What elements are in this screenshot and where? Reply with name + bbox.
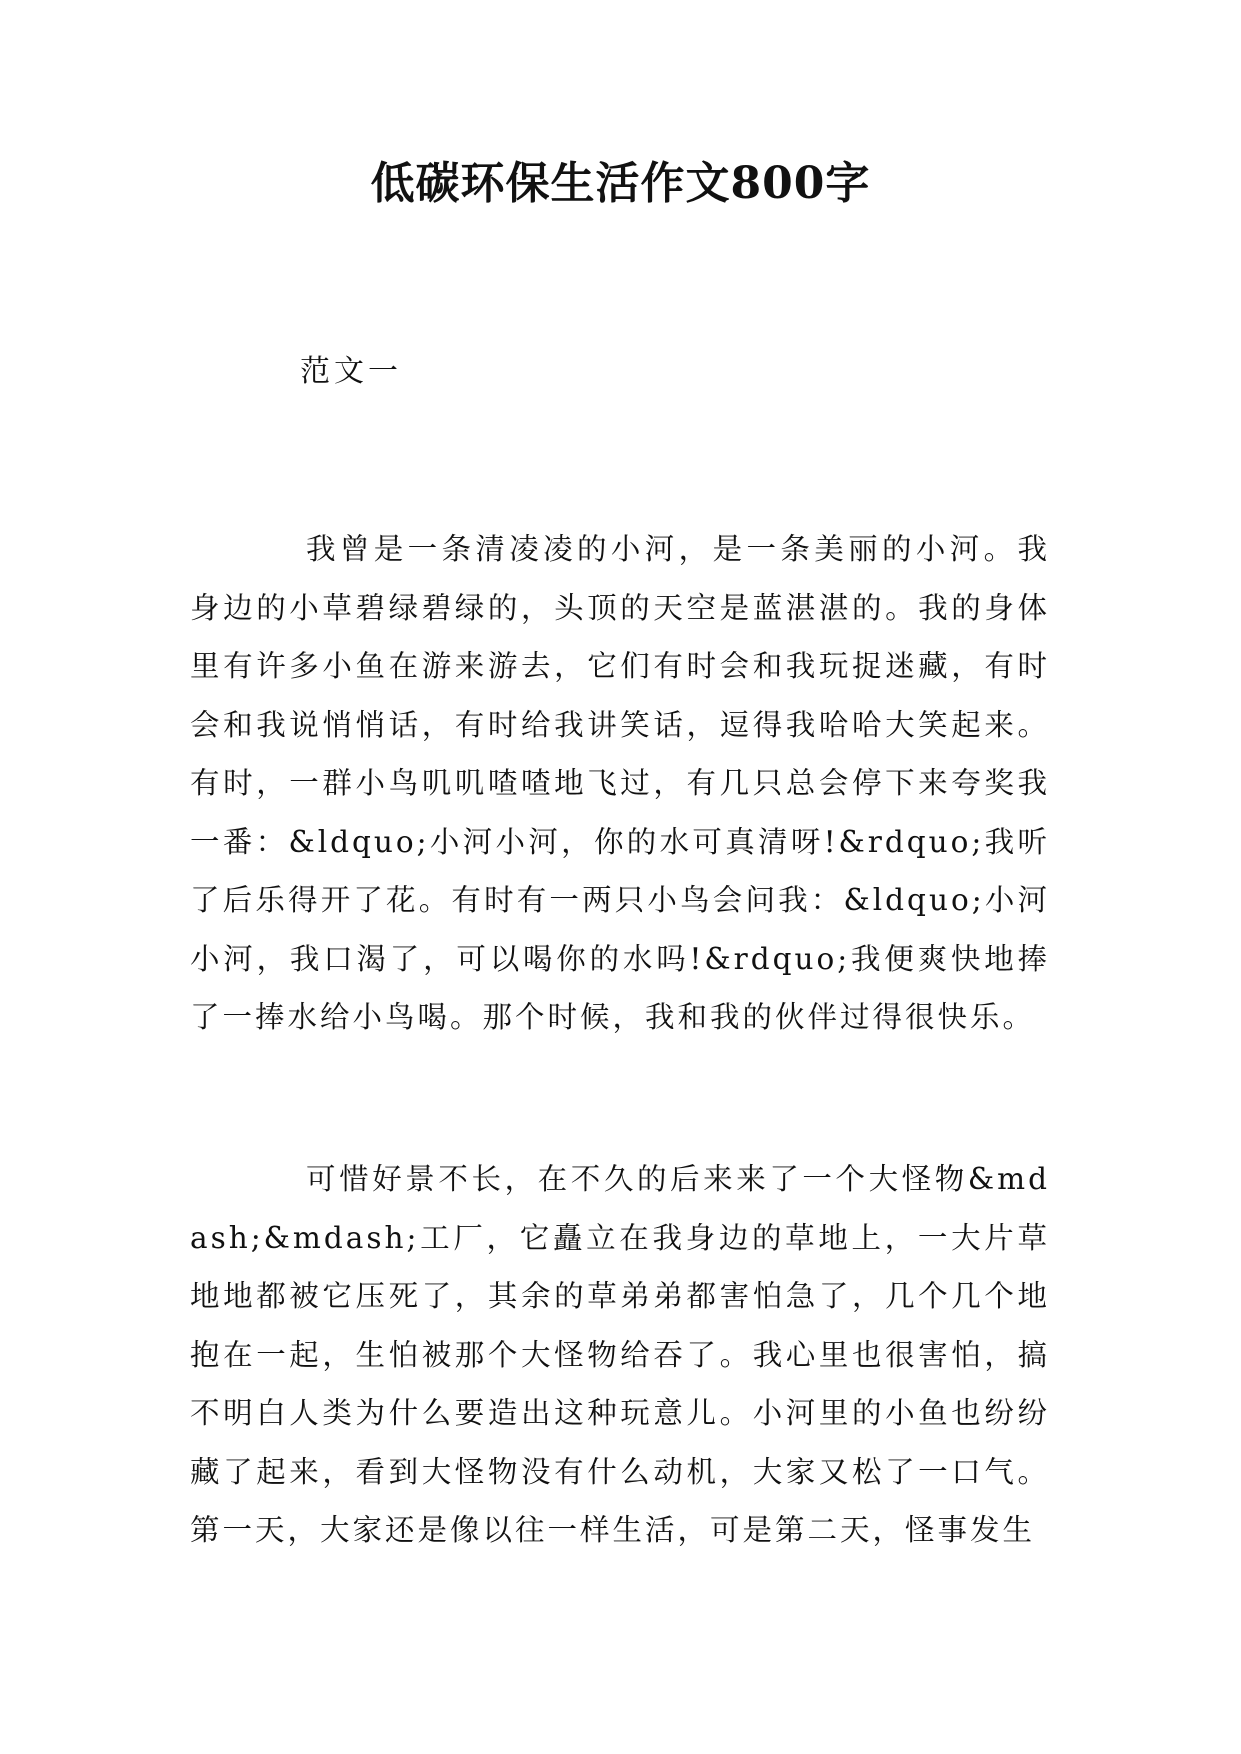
document-title: 低碳环保生活作文800字 — [370, 158, 871, 209]
section-label: 范文一 — [300, 354, 402, 389]
paragraph-1: 我曾是一条清凌凌的小河，是一条美丽的小河。我身边的小草碧绿碧绿的，头顶的天空是蓝湛湛的。我的身体里有许多小鱼在游来游去，它们有时会和我玩捉迷藏，有时会和我说悄悄话，有时给我讲笑话，逗得我哈哈大笑起来。有时，一群小鸟叽叽喳喳地飞过，有几只总会停下来夸奖我一番：&ldquo;小河小河，你的水可真清呀!&rdquo;我听了后乐得开了花。有时有一两只小鸟会问我：&ldquo;小河小河，我口渴了，可以喝你的水吗!&rdquo;我便爽快地捧了一捧水给小鸟喝。那个时候，我和我的伙伴过得很快乐。 — [190, 532, 1050, 1034]
paragraph-2: 可惜好景不长，在不久的后来来了一个大怪物&mdash;&mdash;工厂，它矗立在我身边的草地上，一大片草地地都被它压死了，其余的草弟弟都害怕急了，几个几个地抱在一起，生怕被那个大怪物给吞了。我心里也很害怕，搞不明白人类为什么要造出这种玩意儿。小河里的小鱼也纷纷藏了起来，看到大怪物没有什么动机，大家又松了一口气。第一天，大家还是像以往一样生活，可是第二天，怪事发生 — [190, 1162, 1050, 1547]
